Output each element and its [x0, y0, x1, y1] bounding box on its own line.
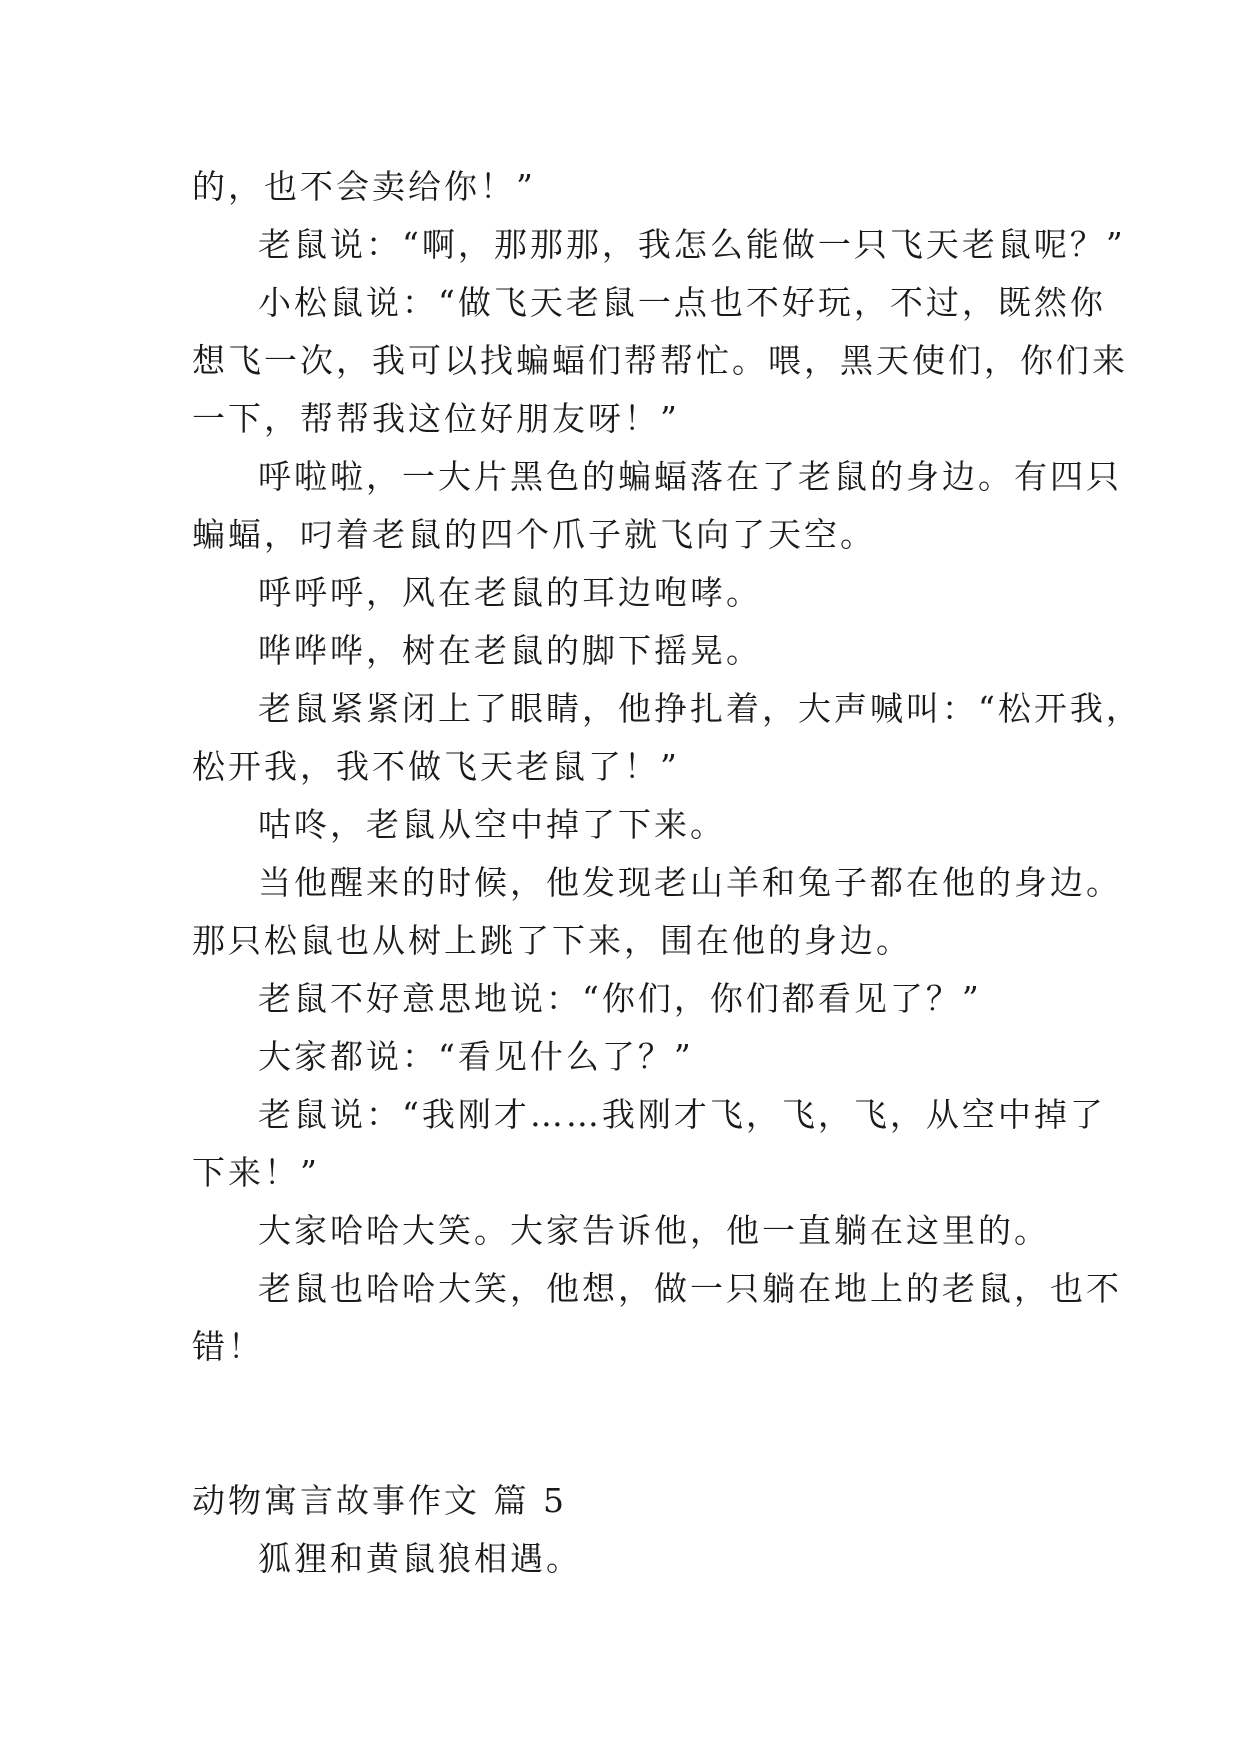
paragraph-line: 大家都说：“看见什么了？” — [258, 1037, 694, 1076]
paragraph-line: 当他醒来的时候，他发现老山羊和兔子都在他的身边。 — [258, 863, 1122, 902]
paragraph-line: 下来！” — [192, 1153, 320, 1192]
paragraph-line: 大家哈哈大笑。大家告诉他，他一直躺在这里的。 — [258, 1211, 1050, 1250]
paragraph-line: 咕咚，老鼠从空中掉了下来。 — [258, 805, 726, 844]
paragraph-line: 想飞一次，我可以找蝙蝠们帮帮忙。喂，黑天使们，你们来 — [192, 341, 1128, 380]
paragraph-line: 呼呼呼，风在老鼠的耳边咆哮。 — [258, 573, 762, 612]
paragraph-line: 老鼠说：“我刚才……我刚才飞，飞，飞，从空中掉了 — [258, 1095, 1106, 1134]
paragraph-line: 老鼠不好意思地说：“你们，你们都看见了？” — [258, 979, 982, 1018]
document-body — [192, 158, 1142, 1588]
paragraph-line: 蝙蝠，叼着老鼠的四个爪子就飞向了天空。 — [192, 515, 876, 554]
paragraph-line: 哗哗哗，树在老鼠的脚下摇晃。 — [258, 631, 762, 670]
paragraph-line: 的，也不会卖给你！” — [192, 167, 536, 206]
paragraph-line: 一下，帮帮我这位好朋友呀！” — [192, 399, 680, 438]
paragraph-line: 老鼠也哈哈大笑，他想，做一只躺在地上的老鼠，也不 — [258, 1269, 1122, 1308]
section-gap — [192, 1376, 1062, 1472]
section-heading: 动物寓言故事作文 篇 5 — [192, 1481, 567, 1520]
paragraph-line: 错！ — [192, 1327, 264, 1366]
paragraph-line: 小松鼠说：“做飞天老鼠一点也不好玩，不过，既然你 — [258, 283, 1106, 322]
paragraph-line: 那只松鼠也从树上跳了下来，围在他的身边。 — [192, 921, 912, 960]
paragraph-line: 狐狸和黄鼠狼相遇。 — [258, 1539, 582, 1578]
paragraph-line: 老鼠说：“啊，那那那，我怎么能做一只飞天老鼠呢？” — [258, 225, 1126, 264]
paragraph-line: 老鼠紧紧闭上了眼睛，他挣扎着，大声喊叫：“松开我， — [258, 689, 1142, 728]
paragraph-line: 呼啦啦，一大片黑色的蝙蝠落在了老鼠的身边。有四只 — [258, 457, 1122, 496]
paragraph-line: 松开我，我不做飞天老鼠了！” — [192, 747, 680, 786]
